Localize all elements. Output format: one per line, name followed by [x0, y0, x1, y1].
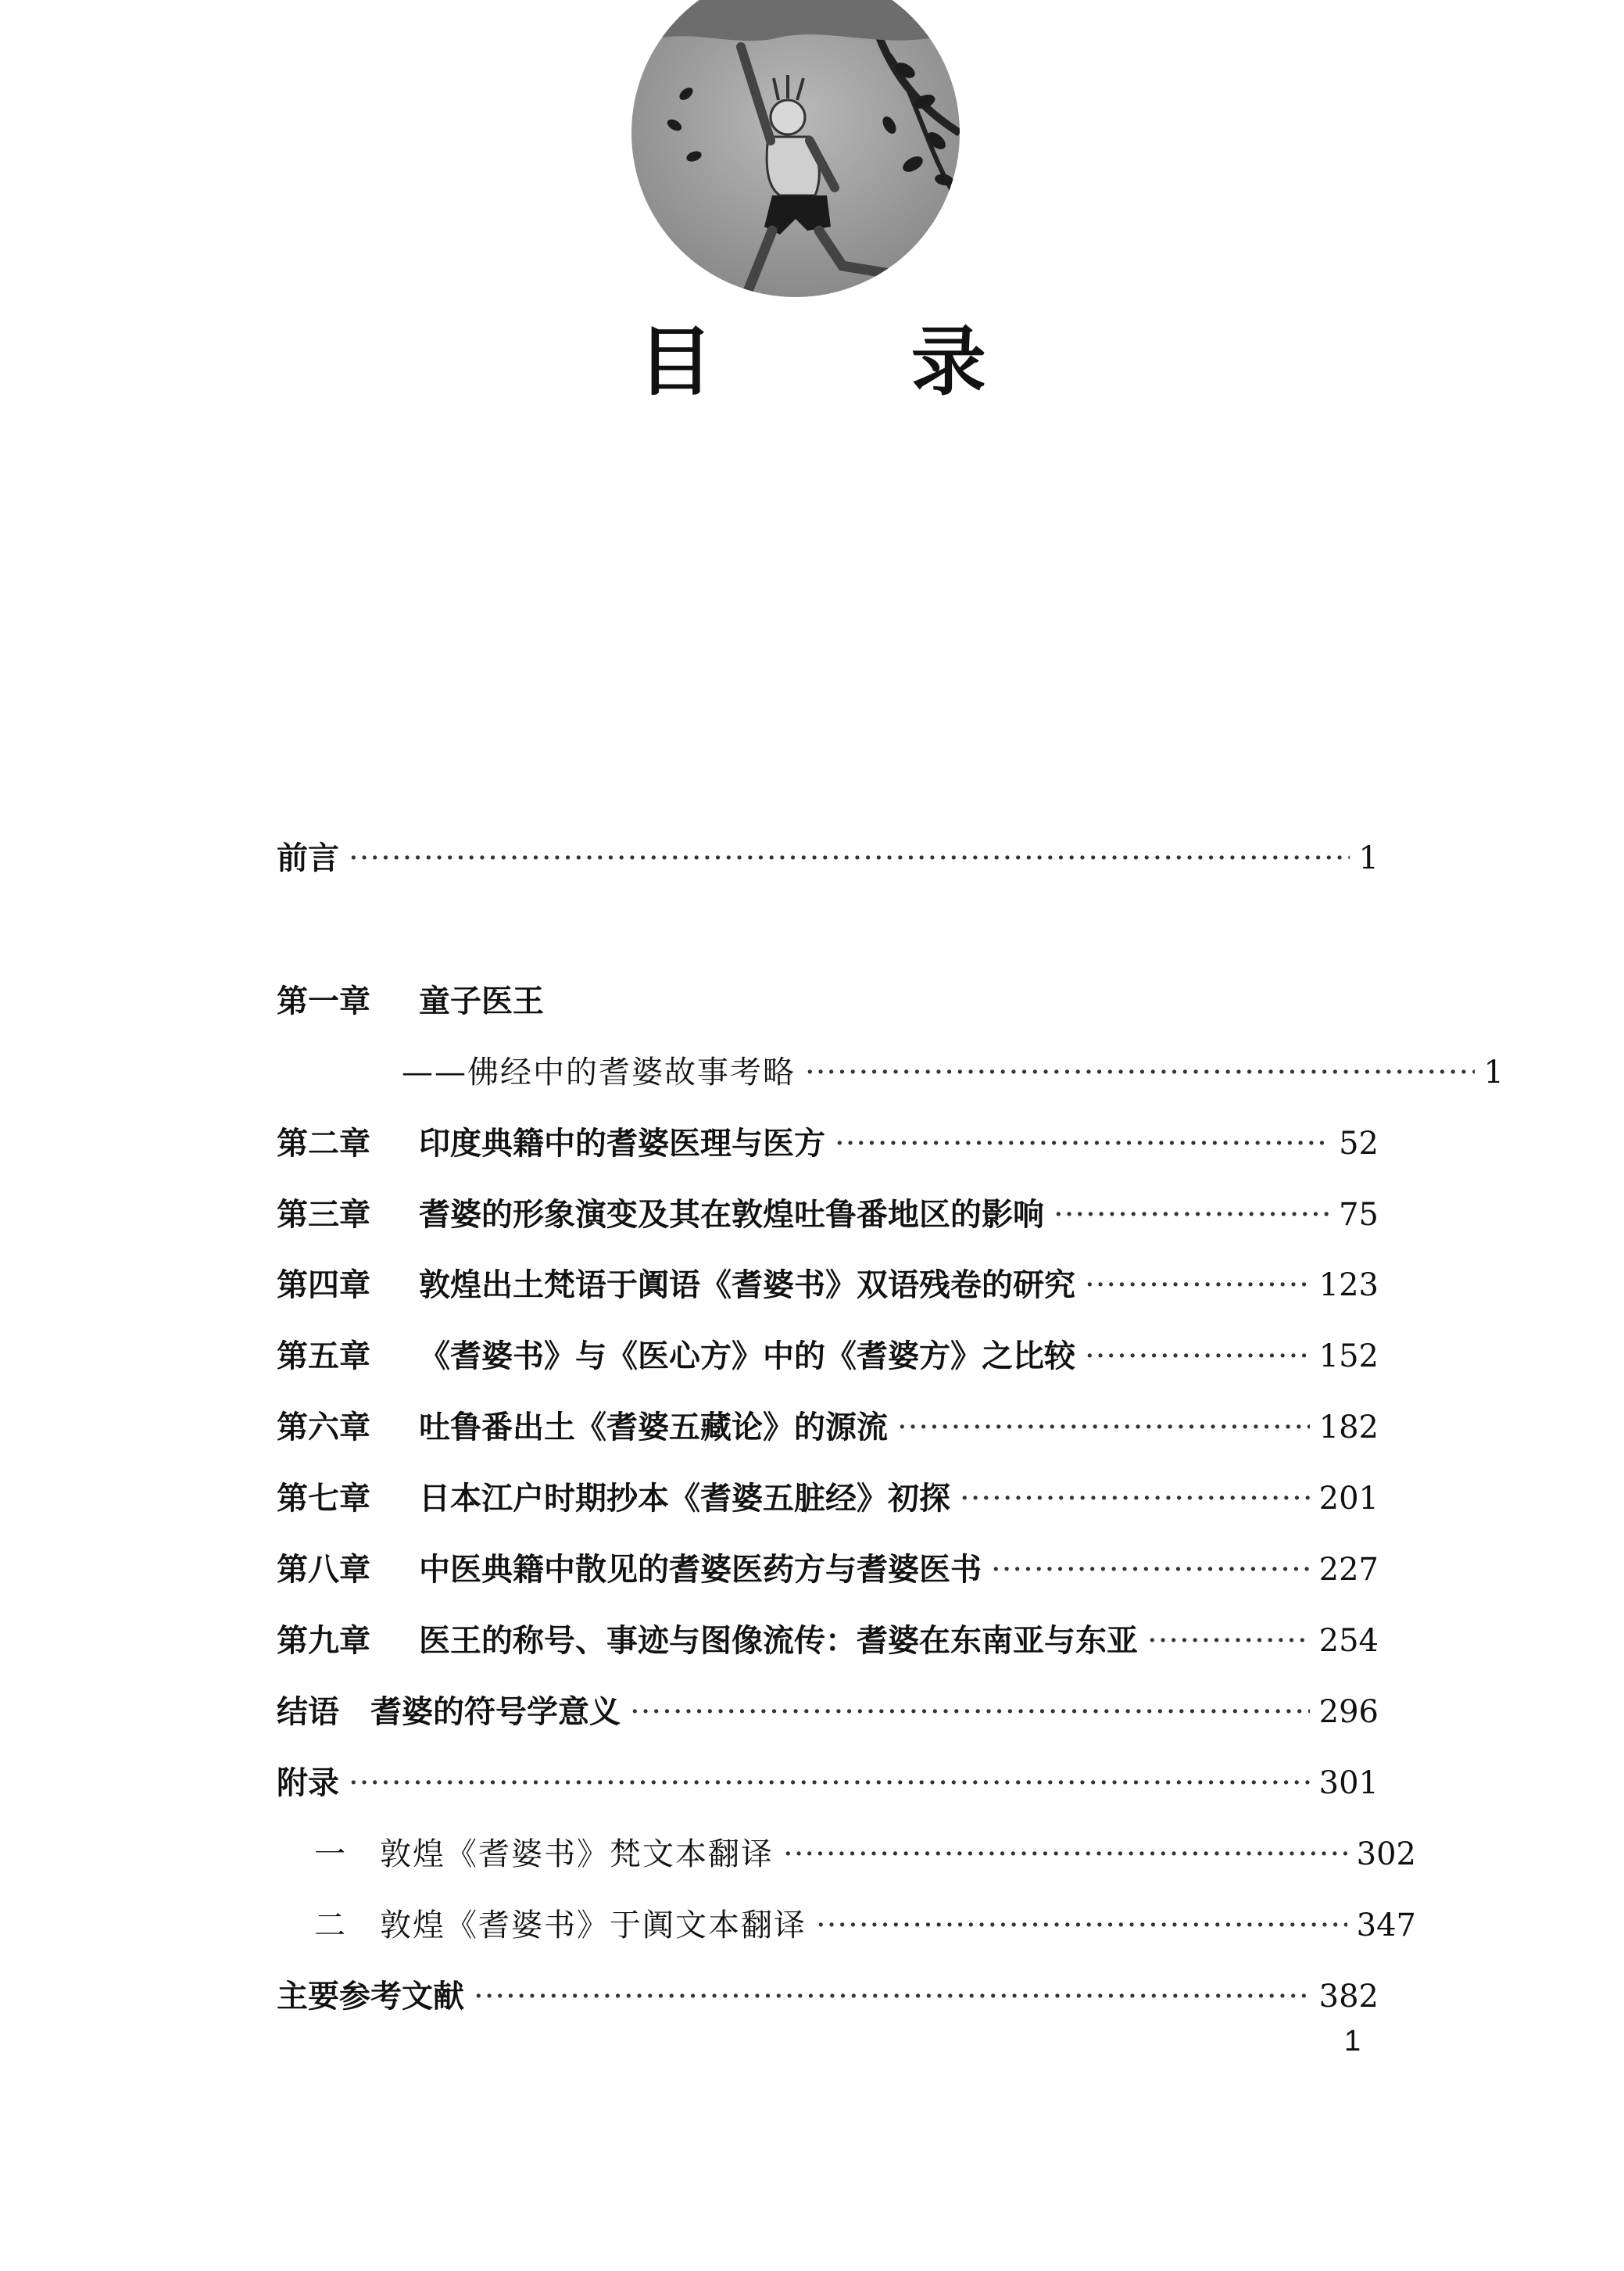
toc-page-number: 182 [1318, 1410, 1379, 1445]
page-title: 目 录 [638, 317, 1072, 406]
toc-entry[interactable] [277, 1760, 1379, 1807]
toc-entry[interactable] [277, 1191, 1379, 1238]
toc-entry[interactable] [277, 1689, 1379, 1735]
toc-page-number: 382 [1318, 1979, 1379, 2015]
toc-page-number: 201 [1318, 1481, 1379, 1517]
toc-chapter-number: 第三章 [277, 1196, 370, 1233]
toc-title: 童子医王 [419, 983, 544, 1019]
toc-leader-dots [960, 1475, 1310, 1522]
toc-entry[interactable] [277, 1831, 1416, 1878]
toc-title: 中医典籍中散见的耆婆医药方与耆婆医书 [419, 1551, 982, 1588]
toc-leader-dots [805, 1049, 1475, 1096]
toc-chapter-number: 第五章 [277, 1338, 370, 1374]
toc-title: 医王的称号、事迹与图像流传：耆婆在东南亚与东亚 [419, 1622, 1138, 1659]
toc-chapter-number: 第六章 [277, 1409, 370, 1445]
toc-title: 一 敦煌《耆婆书》梵文本翻译 [314, 1836, 774, 1872]
toc-page-number: 152 [1318, 1338, 1379, 1374]
toc-chapter-number: 第二章 [277, 1125, 370, 1162]
toc-leader-dots [349, 835, 1350, 882]
toc-page-number: 1 [1358, 840, 1379, 876]
toc-title: ——佛经中的耆婆故事考略 [402, 1055, 796, 1091]
toc-title: 《耆婆书》与《医心方》中的《耆婆方》之比较 [419, 1338, 1075, 1374]
toc-page-number: 302 [1356, 1836, 1416, 1872]
toc-title: 主要参考文献 [277, 1978, 464, 2015]
toc-entry[interactable] [277, 978, 1379, 1025]
page-number: 1 [1344, 2025, 1361, 2058]
toc-entry[interactable] [277, 1333, 1379, 1380]
toc-page-number: 347 [1356, 1907, 1416, 1943]
toc-leader-dots [349, 1760, 1310, 1807]
toc-entry[interactable] [277, 1475, 1379, 1522]
toc-title: 耆婆的形象演变及其在敦煌吐鲁番地区的影响 [419, 1196, 1044, 1233]
toc-page-number: 227 [1318, 1552, 1379, 1588]
toc-page-number: 1 [1483, 1055, 1504, 1091]
toc-entry[interactable] [277, 1262, 1379, 1309]
toc-leader-dots [630, 1689, 1310, 1735]
toc-title: 吐鲁番出土《耆婆五藏论》的源流 [419, 1409, 888, 1445]
toc-leader-dots [835, 1120, 1329, 1167]
toc-title: 结语 耆婆的符号学意义 [277, 1693, 621, 1730]
toc-entry[interactable] [277, 1049, 1504, 1096]
toc-page-number: 301 [1318, 1765, 1379, 1801]
toc-title: 日本江户时期抄本《耆婆五脏经》初探 [419, 1480, 950, 1517]
toc-title: 印度典籍中的耆婆医理与医方 [419, 1125, 825, 1162]
toc-page-number: 123 [1318, 1267, 1379, 1303]
toc-leader-dots [991, 1546, 1310, 1593]
toc-title: 附录 [277, 1764, 339, 1801]
toc-entry[interactable] [277, 835, 1379, 882]
toc-leader-dots [897, 1404, 1310, 1451]
toc-entry[interactable] [277, 1973, 1379, 2020]
toc-title: 敦煌出土梵语于阗语《耆婆书》双语残卷的研究 [419, 1266, 1075, 1303]
toc-chapter-number: 第七章 [277, 1480, 370, 1517]
toc-entry[interactable] [277, 1546, 1379, 1593]
toc-leader-dots [1147, 1617, 1310, 1664]
toc-entry[interactable] [277, 1617, 1379, 1664]
toc-entry[interactable] [277, 1404, 1379, 1451]
toc-leader-dots [1053, 1191, 1329, 1238]
chapter-illustration [631, 0, 960, 297]
toc-leader-dots [783, 1831, 1347, 1878]
toc-leader-dots [1085, 1333, 1310, 1380]
toc-entry[interactable] [277, 1120, 1379, 1167]
toc-page-number: 254 [1318, 1623, 1379, 1659]
toc-leader-dots [816, 1902, 1347, 1949]
toc-chapter-number: 第九章 [277, 1622, 370, 1659]
toc-title: 二 敦煌《耆婆书》于阗文本翻译 [314, 1907, 807, 1943]
toc-leader-dots [1085, 1262, 1310, 1309]
toc-chapter-number: 第一章 [277, 983, 370, 1019]
toc-page-number: 296 [1318, 1694, 1379, 1730]
toc-page-number: 52 [1339, 1126, 1379, 1162]
toc-leader-dots [474, 1973, 1310, 2020]
toc-title: 前言 [277, 840, 339, 876]
toc-chapter-number: 第八章 [277, 1551, 370, 1588]
toc-chapter-number: 第四章 [277, 1266, 370, 1303]
toc-page-number: 75 [1339, 1197, 1379, 1233]
toc-entry[interactable] [277, 1902, 1416, 1949]
